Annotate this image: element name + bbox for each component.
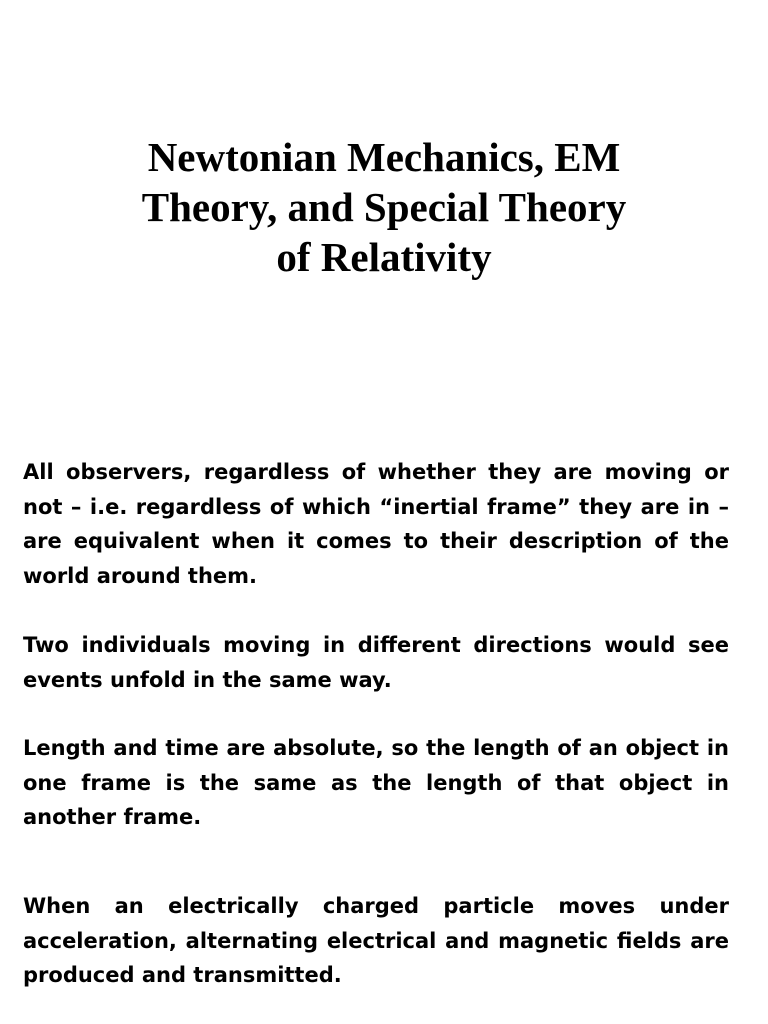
title-line-2: Theory, and Special Theory: [141, 184, 627, 230]
paragraph-inertial-frames: All observers, regardless of whether they are moving or not – i.e. regardless of which “inertial frame” they are in – are equivalent when it comes to their description of the world around them.: [23, 460, 729, 588]
paragraph-two-individuals: Two individuals moving in different directions would see events unfold in the same way.: [23, 633, 729, 692]
paragraph-charged-particle: When an electrically charged particle moves under acceleration, alternating electrical and magnetic fields are produced and transmitted.: [23, 894, 729, 987]
title-line-3: of Relativity: [276, 234, 492, 280]
paragraph-length-and-time: Length and time are absolute, so the length of an object in one frame is the same as the length of that object in another frame.: [23, 736, 729, 829]
document-title: [0, 132, 768, 282]
title-line-1: Newtonian Mechanics, EM: [147, 134, 621, 180]
